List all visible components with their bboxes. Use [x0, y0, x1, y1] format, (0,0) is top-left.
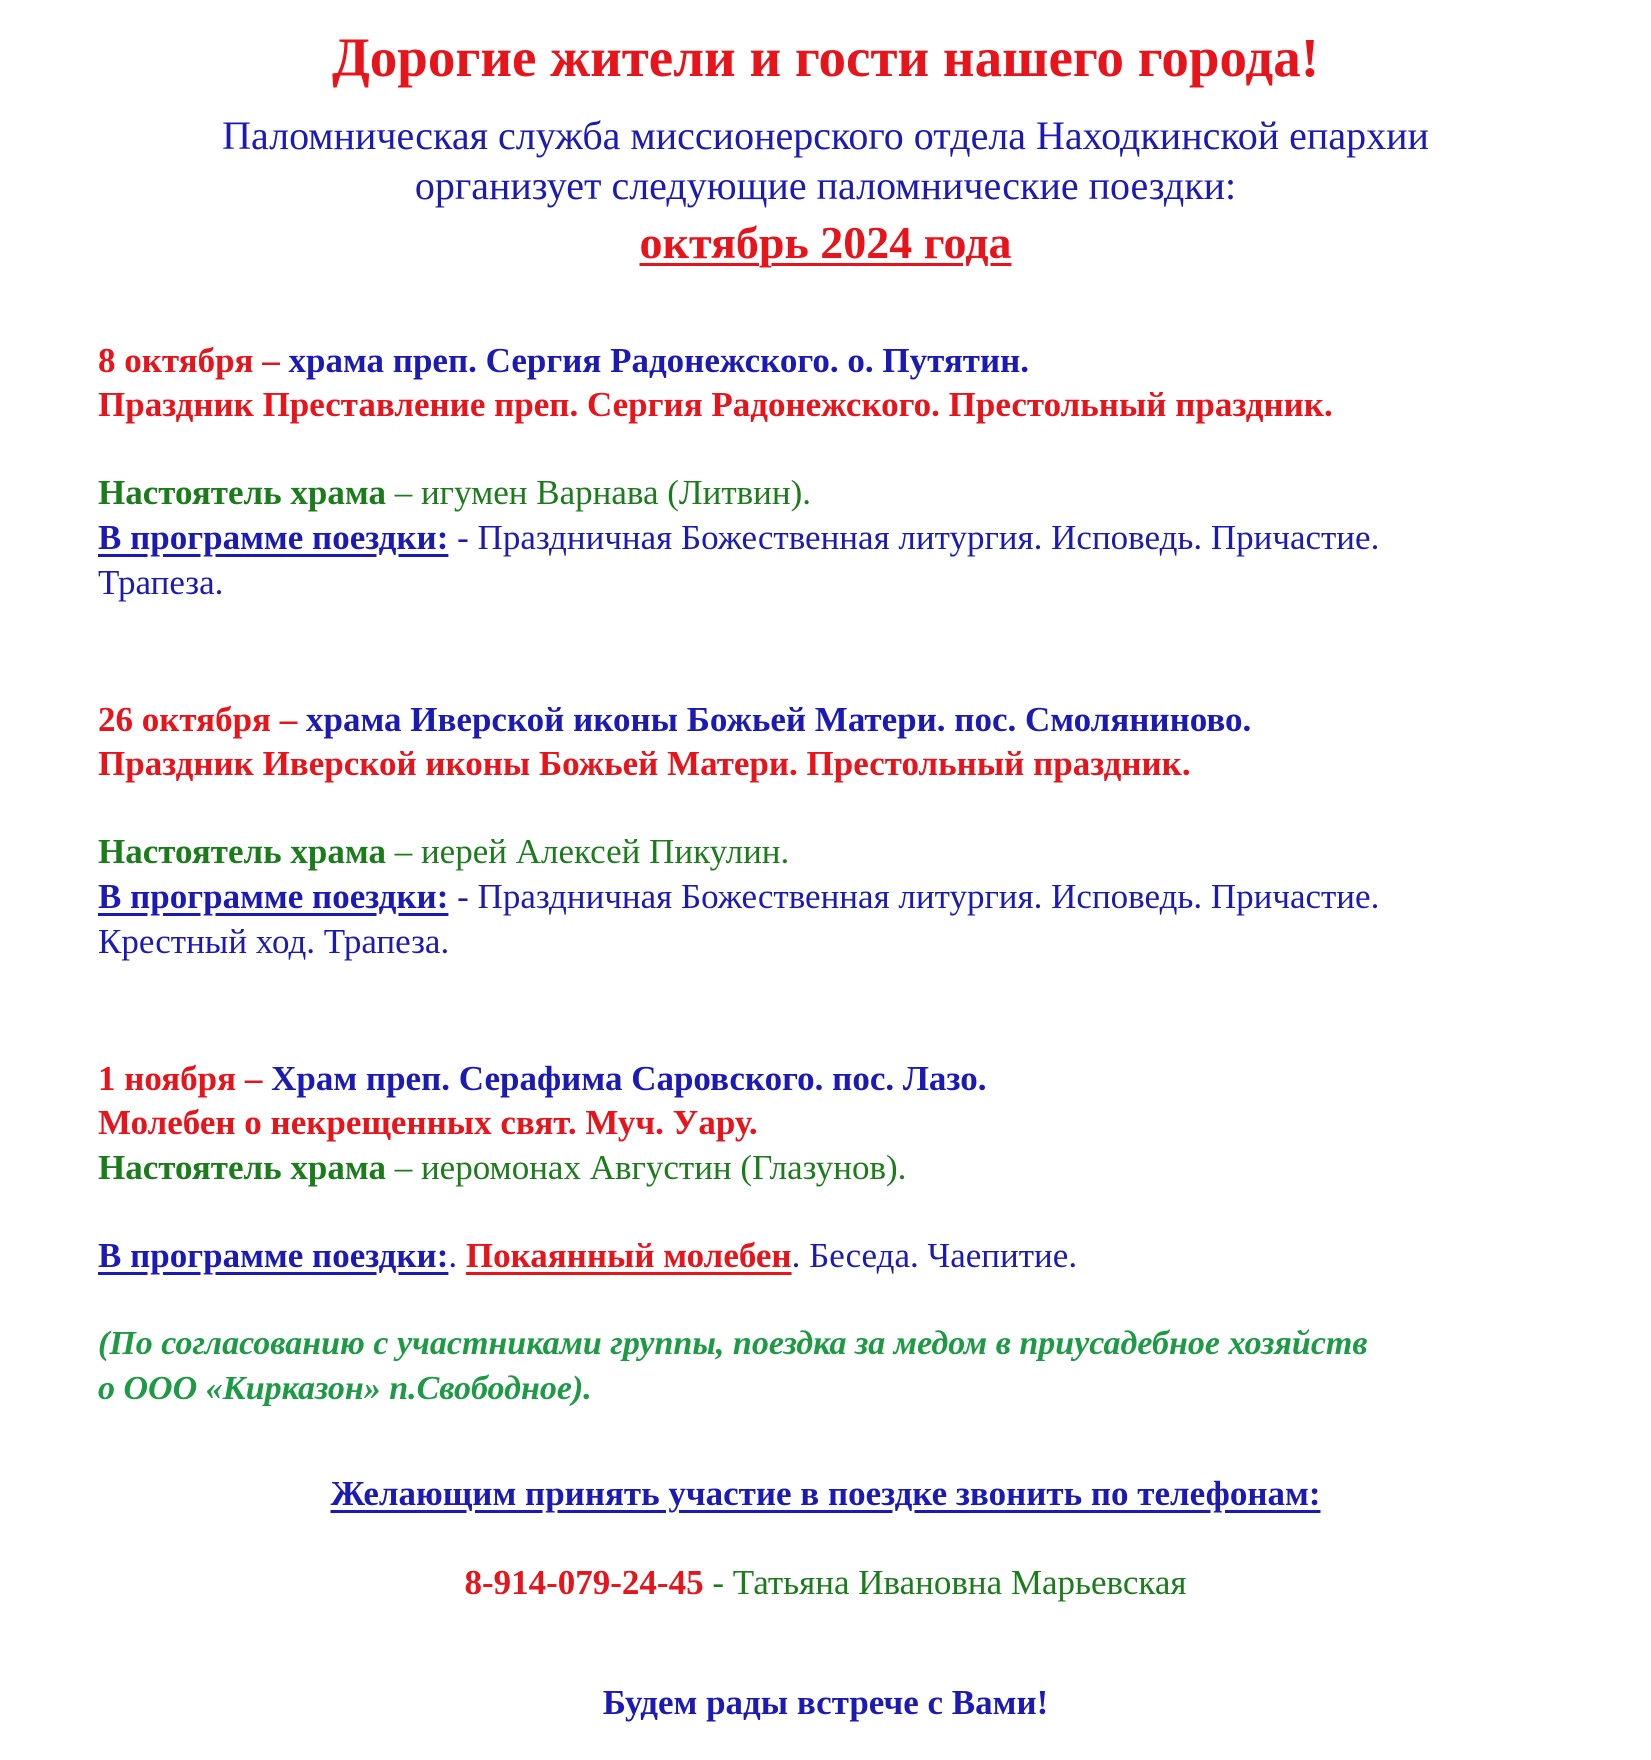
trip-3-place: Храм преп. Серафима Саровского. пос. Лазо. [271, 1059, 987, 1098]
trip-1-place: храма преп. Сергия Радонежского. о. Путятин. [288, 341, 1030, 380]
closing-text: Будем рады встрече с Вами! [602, 1683, 1049, 1722]
trip-1-program [98, 520, 1379, 555]
trip-3-feast: Молебен о некрещенных свят. Муч. Уару. [98, 1103, 758, 1142]
trip-1-heading [98, 343, 1029, 378]
trip-2-date: 26 октября – [98, 700, 306, 739]
trip-2-program [98, 879, 1379, 914]
trip-3-heading [98, 1061, 987, 1096]
trip-3-program-rest: . Беседа. Чаепитие. [791, 1236, 1078, 1275]
trip-3-rector-name: – иеромонах Августин (Глазунов). [385, 1148, 907, 1187]
trip-1-program-label: В программе поездки: [98, 518, 449, 557]
trip-2-place: храма Иверской иконы Божьей Матери. пос. Смоляниново. [305, 700, 1252, 739]
trip-2-heading [98, 702, 1251, 737]
trip-2-program-label: В программе поездки: [98, 877, 449, 916]
trip-3-program-label: В программе поездки: [98, 1236, 449, 1275]
trip-1-feast: Праздник Преставление преп. Сергия Радонежского. Престольный праздник. [98, 385, 1333, 424]
month-label: октябрь 2024 года [639, 217, 1012, 268]
trip-3-rector-label: Настоятель храма [98, 1148, 386, 1187]
trip-3-program [98, 1238, 1077, 1273]
page-title: Дорогие жители и гости нашего города! [331, 27, 1320, 88]
trip-2-program-cont: Крестный ход. Трапеза. [98, 922, 450, 961]
trip-3-rector [98, 1150, 906, 1185]
trip-1-rector-name: – игумен Варнава (Литвин). [385, 473, 812, 512]
trip-1-rector-label: Настоятель храма [98, 473, 386, 512]
contact-phone: 8-914-079-24-45 [464, 1563, 704, 1602]
trip-1-date: 8 октября – [98, 341, 289, 380]
trip-2-rector [98, 834, 789, 869]
contact-person: - Татьяна Ивановна Марьевская [703, 1563, 1187, 1602]
trip-2-rector-name: – иерей Алексей Пикулин. [385, 832, 790, 871]
trip-1-rector [98, 475, 811, 510]
contact-phone-line [0, 1565, 1651, 1600]
trip-1-program-text: - Праздничная Божественная литургия. Исповедь. Причастие. [448, 518, 1380, 557]
subtitle-line-1: Паломническая служба миссионерского отдела Находкинской епархии [222, 113, 1429, 158]
trip-2-program-text: - Праздничная Божественная литургия. Исповедь. Причастие. [448, 877, 1380, 916]
contact-heading [0, 1476, 1651, 1511]
trip-2-rector-label: Настоятель храма [98, 832, 386, 871]
note-line-1: (По согласованию с участниками группы, поездка за медом в приусадебное хозяйств [98, 1325, 1368, 1362]
trip-3-date: 1 ноября – [98, 1059, 272, 1098]
trip-1-program-cont: Трапеза. [98, 563, 224, 602]
month-heading [0, 217, 1651, 268]
subtitle-line-2: организует следующие паломнические поездки: [414, 163, 1237, 208]
trip-3-program-highlight: Покаянный молебен [465, 1236, 792, 1275]
trip-3-program-sep: . [448, 1236, 466, 1275]
trip-2-feast: Праздник Иверской иконы Божьей Матери. Престольный праздник. [98, 744, 1191, 783]
contact-heading-text: Желающим принять участие в поездке звонить по телефонам: [330, 1474, 1321, 1513]
note-line-2: о ООО «Кирказон» п.Свободное). [98, 1370, 592, 1407]
